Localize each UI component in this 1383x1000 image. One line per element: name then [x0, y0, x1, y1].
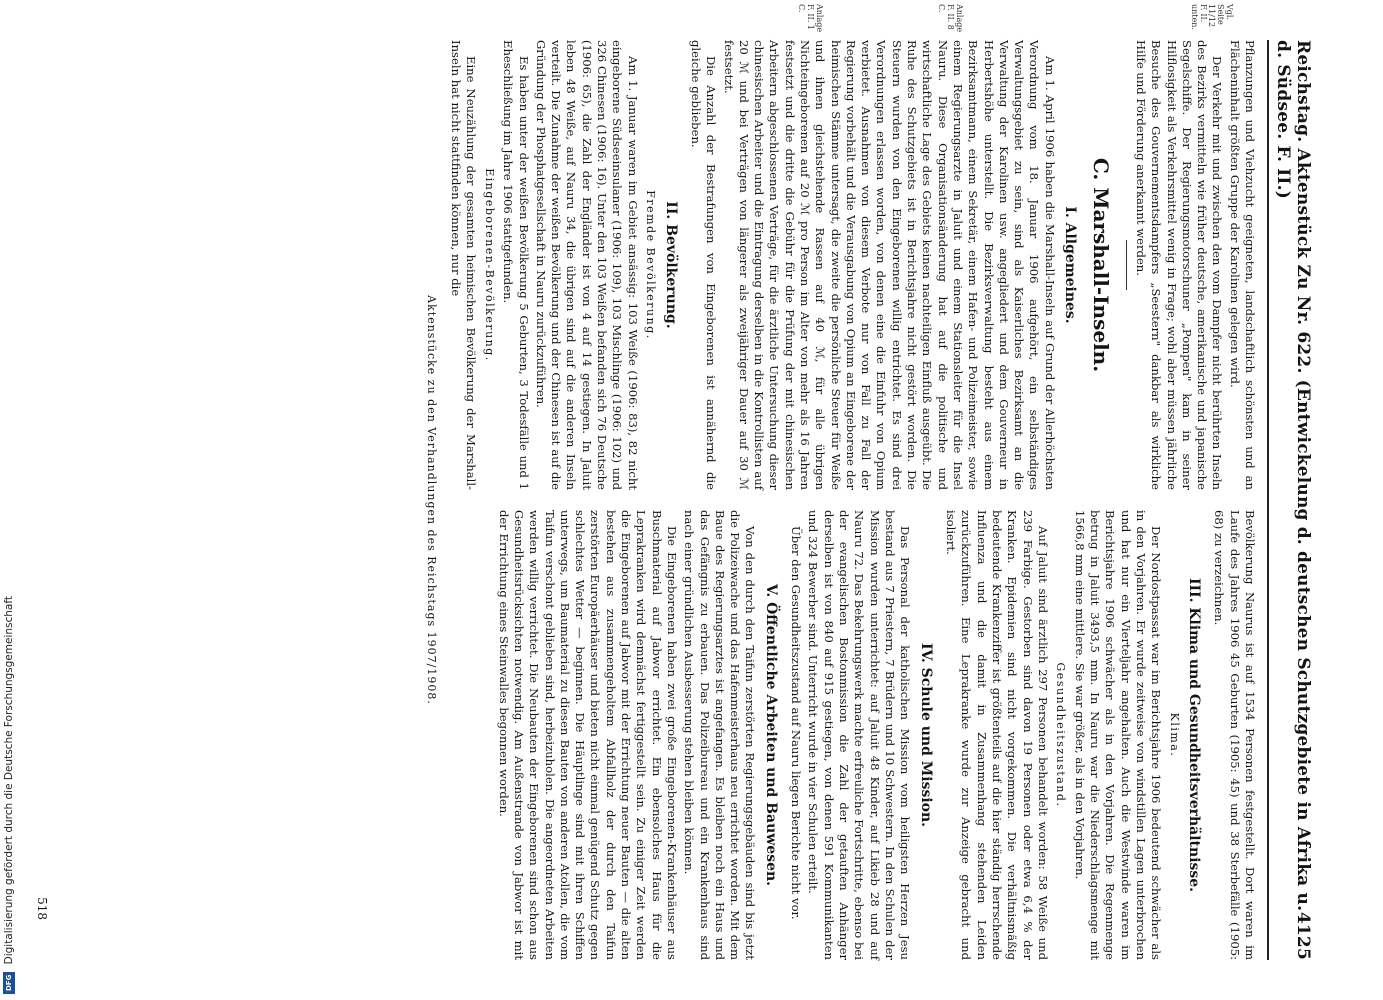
paragraph: Die Anzahl der Bestrafungen von Eingeborenen ist annähernd die gleiche geblieben. — [688, 40, 719, 490]
section-heading: I. Allgemeines. — [1062, 206, 1079, 324]
section-heading: V. Öffentliche Arbeiten und Bauwesen. — [762, 583, 779, 887]
margin-note: Anlage F. II. 1 C. — [797, 4, 824, 33]
paragraph: Der Nordostpassat war im Berichtsjahre 1906 bedeutend schwächer als in den Vorjahren. Er wurde zeitweise von windstillen Lagen unterbrochen und hat nur ein Vierteljahr angehalten. Auch die Westwinde waren im Berichtsjahre 1906 schwächer als in den Vorjahren. Die Regenmenge betrug in Jaluit 3493,5 mm. In Nauru war die Niederschlagsmenge mit 1566,8 mm eine mittlere. Sie war größer, als in den Vorjahren. — [1072, 510, 1164, 960]
header-page-number: 4125 — [1293, 911, 1313, 960]
right-column — [446, 510, 1257, 960]
section-heading: C. Marshall-Inseln. — [1088, 157, 1113, 373]
footer-page-number: 518 — [35, 897, 49, 920]
section-heading: III. Klima und Gesundheitsverhältnisse. — [1186, 577, 1203, 893]
dfg-logo-icon: DFG — [3, 972, 15, 994]
divider — [1126, 240, 1127, 290]
page-footer: Aktenstücke zu den Verhandlungen des Reichstags 1907/1908. — [424, 295, 438, 705]
paragraph: Die Eingeborenen haben zwei große Eingeborenen-Krankenhäuser aus Buschmaterial auf Jabwor errichtet. Ein ebensolches Haus für die Leprakranken wird demnächst fertiggestellt sein. Zu einiger Zeit werden die Eingeborenen auf Jabwor mit der Errichtung neuer Bauten — die alten bestehen aus zusammengeholtem Abfallholz der durch den Taifun zerstörten Europäerhäuser und bieten nicht einmal genügend Schutz gegen schlechtes Wetter — beginnen. Die Häuptlinge sind mit ihren Schiffen unterwegs, um Baumaterial zu diesen Bauten von anderen Atollen, die vom Taifun verschont geblieben sind, herbeizuholen. Die angeordneten Arbeiten werden willig verrichtet. Die Neubauten der Eingeborenen sind schon aus Gesundheitsrücksichten notwendig. Am Außenstrande von Jabwor ist mit der Errichtung eines Steinwalles begonnen worden. — [496, 510, 679, 960]
paragraph: Es haben unter der weißen Bevölkerung 5 Geburten, 3 Todesfälle und 1 Eheschließung im Jahre 1906 stattgefunden. — [501, 40, 531, 490]
paragraph: Über den Gesundheitszustand auf Nauru liegen Berichte nicht vor. — [789, 526, 804, 920]
margin-note: Vgl. Seite 11/12 F. II. unten. — [1189, 4, 1234, 30]
section-heading: IV. Schule und Mission. — [917, 642, 934, 828]
paragraph: Am 1. April 1906 haben die Marshall-Inseln auf Grund der Allerhöchsten Verordnung vom 18. Januar 1906 aufgehört, ein selbständiges Verwaltungsgebiet zu sein, sind als Kaiserliches Bezirksamt an die Verwaltung der Karolinen usw. angegliedert und dem Gouverneur in Herbertshöhe unterstellt. Die Bezirksverwaltung besteht aus einem Bezirksamtmann, einem Sekretär, einem Hafen- und Polizeimeister, sowie einem Regierungsarzte in Jaluit und einem Stationsleiter für die Insel Nauru. Diese Organisationsänderung hat auf die politische und wirtschaftliche Lage des Gebiets keinen nachteiligen Einfluß ausgeübt. Die Ruhe des Schutzgebiets ist in Berichtsjahre nicht gestört worden. Die Steuern wurden von den Eingeborenen willig entrichtet. Es sind drei Verordnungen erlassen worden, von denen eine die Einfuhr von Opium verbietet. Ausnahmen von diesem Verbote nur von Fall zu Fall der Regierung vorbehält und die Verausgabung von Opium an Eingeborene der heimischen Stämme untersagt, die zweite die persönliche Steuer für Weiße und ihnen gleichstehende Rassen auf 40 ℳ, für alle übrigen Nichteingeborenen auf 20 ℳ pro Person im Alter von mehr als 16 Jahren festsetzt und die dritte die Gebühr für die Prüfung der mit chinesischen Arbeitern abgeschlossenen Verträge, für die ärztliche Untersuchung dieser chinesischen Arbeiter und die Eintragung derselben in die Kontrollisten auf 20 ℳ und bei Verträgen von längerer als zweijähriger Dauer auf 30 ℳ festsetzt. — [721, 40, 1057, 490]
margin-note: Anlage F. II. 8 C. — [937, 4, 964, 33]
paragraph: Bevölkerung Naurus ist auf 1534 Personen festgestellt. Dort waren im Laufe des Jahres 1906 45 Geburten (1905: 45) und 38 Sterbefälle (1905: 68) zu verzeichnen. — [1212, 510, 1257, 960]
subheading: Fremde Bevölkerung. — [644, 190, 658, 340]
paragraph: Pflanzungen und Viehzucht geeigneten, landschaftlich schönsten und an Flächeninhalt größten Gruppe der Karolinen gelegen wird. — [1227, 40, 1257, 490]
header-title: Reichstag. Aktenstück Zu Nr. 622. (Entwickelung d. deutschen Schutzgebiete in Afrika u. d. Südsee. F. II.) — [1273, 40, 1313, 912]
subheading: Klima. — [1167, 712, 1181, 758]
paragraph: Am 1. Januar waren im Gebiet ansässig: 103 Weiße (1906: 83), 82 nicht eingeborene Südseeinsulaner (1906: 109), 103 Mischlinge (1906: 102) und 326 Chinesen (1906: 16). Unter den 103 Weißen befanden sich 76 Deutsche (1906: 65), die Zahl der Engländer ist von 4 auf 14 gestiegen. In Jaluit leben 48 Weiße, auf Nauru 34, die übrigen sind auf die anderen Inseln verteilt. Die Zunahme der weißen Bevölkerung und der Chinesen ist auf die Gründung der Phosphatgesellschaft in Nauru zurückzuführen. — [533, 40, 640, 490]
page-header — [1267, 40, 1313, 960]
paragraph: Eine Neuzählung der gesamten heimischen Bevölkerung der Marshall-Inseln hat nicht stattfinden können, nur die — [449, 40, 479, 490]
paragraph: Der Verkehr mit und zwischen den vom Dampfer nicht berührten Inseln des Bezirks vermitteln wie früher deutsche, amerikanische und japanische Segelschiffe. Der Regierungsmotorschuner „Pompen" kam in seiner Hilflosigkeit als Verkehrsmittel wenig in Frage; wohl aber müssen jährliche Besuche des Gouvernementsdampfers „Seestern" dankbar als wirkliche Hilfe und Förderung anerkannt werden. — [1133, 40, 1225, 490]
dfg-credit-text: Digitalisierung gefördert durch die Deutsche Forschungsgemeinschaft — [3, 595, 15, 964]
subheading: Eingeborenen-Bevölkerung. — [482, 168, 496, 362]
paragraph: Auf Jaluit sind ärztlich 297 Personen behandelt worden: 58 Weiße und 239 Farbige. Gestorben sind davon 19 Personen oder etwa 6,4 % der Kranken. Epidemien sind nicht vorgekommen. Die verhältnismäßig bedeutende Krankenziffer ist größtenteils auf die hier ständig herrschende Influenza und die damit in Zusammenhang stehenden Leiden zurückzuführen. Eine Leprakranke wurde zur Anzeige gebracht und isoliert. — [944, 510, 1050, 960]
subheading: Gesundheitszustand. — [1054, 662, 1068, 808]
left-column — [446, 40, 1257, 490]
section-heading: II. Bevölkerung. — [662, 201, 679, 329]
paragraph: Das Personal der katholischen Mission vom heiligsten Herzen Jesu bestand aus 7 Priestern, 7 Brüdern und 10 Schwestern. In den Schulen der Mission wurden unterrichtet: auf Jaluit 48 Kinder, auf Likieb 28 und auf Nauru 72. Das Bekehrungswerk machte erfreuliche Fortschritte, ebenso bei der evangelischen Bostonmission die Zahl der getauften Anhänger derselben ist von 840 auf 915 gestiegen, von denen 591 Kommunikanten und 324 Bewerber sind. Unterricht wurde in vier Schulen erteilt. — [806, 510, 913, 960]
paragraph: Von den durch den Taifun zerstörten Regierungsgebäuden sind bis jetzt die Polizeiwache und das Hafenmeisterhaus neu errichtet worden. Mit dem Baue des Regierungsarztes ist angefangen. Es bleiben noch ein Haus und das Gefängnis zu erbauen. Das Polizeibureau und ein Krankenhaus sind nach einer gründlichen Ausbesserung stehen bleiben können. — [682, 510, 758, 960]
